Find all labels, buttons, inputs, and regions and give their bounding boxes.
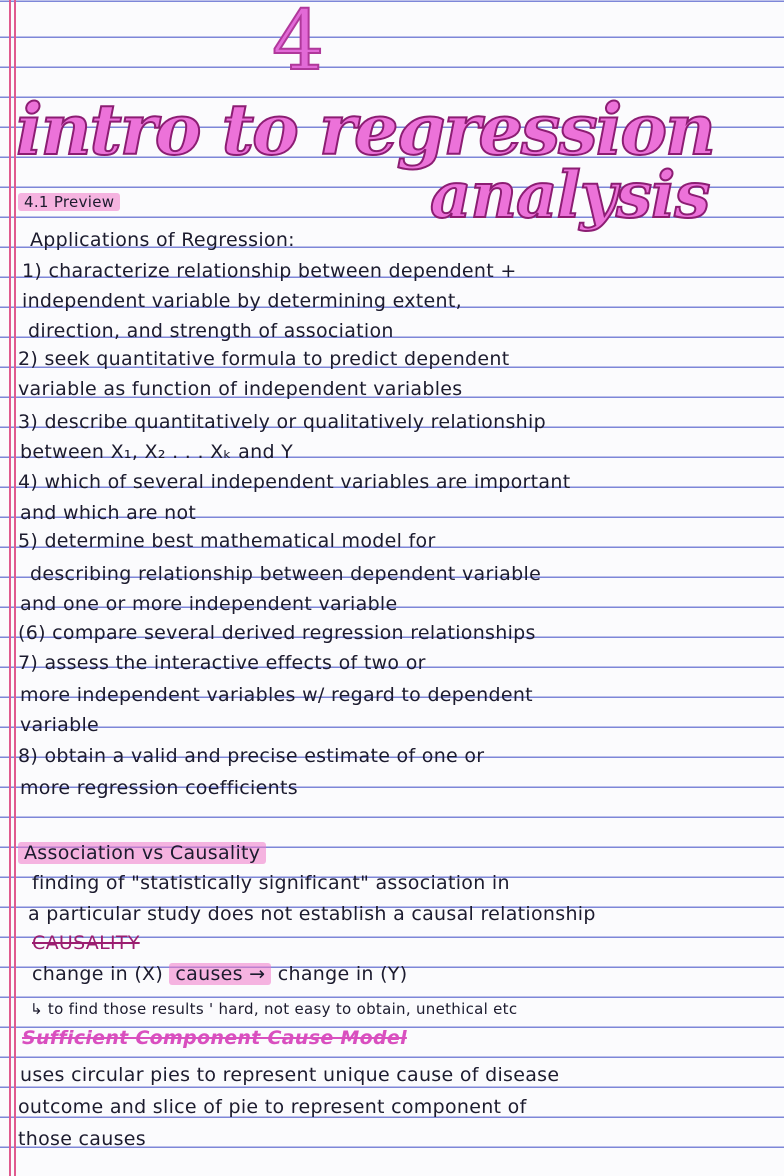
cause-post: change in (Y) [277,963,408,985]
list-line: direction, and strength of association [28,320,394,342]
section-heading-preview: 4.1 Preview [18,193,120,211]
cause-mid: causes → [169,963,271,985]
list-line: (6) compare several derived regression relationships [18,622,536,644]
list-line: 5) determine best mathematical model for [18,530,436,552]
sufficient-cause-line: uses circular pies to represent unique cause of disease [20,1064,560,1086]
margin-line-right [14,0,16,1176]
list-line: 2) seek quantitative formula to predict dependent [18,348,510,370]
section-heading-sufficient-cause: Sufficient Component Cause Model [22,1027,407,1049]
section-heading-association: Association vs Causality [18,842,266,864]
association-line: finding of "statistically significant" association in [32,872,510,894]
list-line: 4) which of several independent variables are important [18,471,571,493]
list-line: more independent variables w/ regard to dependent [20,684,533,706]
struck-word: CAUSALITY [32,932,140,954]
sufficient-cause-line: those causes [18,1128,146,1150]
title-line-1: intro to regression [16,88,714,171]
list-line: variable as function of independent variables [18,378,463,400]
chapter-number: 4 [272,0,325,89]
cause-line [32,963,407,985]
list-line: 1) characterize relationship between dependent + [22,260,517,282]
list-line: 8) obtain a valid and precise estimate of one or [18,745,485,767]
sufficient-cause-line: outcome and slice of pie to represent component of [18,1096,527,1118]
list-line: independent variable by determining extent, [22,290,462,312]
list-line: and one or more independent variable [20,593,398,615]
note-line: ↳ to find those results ' hard, not easy to obtain, unethical etc [30,1000,518,1018]
list-line: 7) assess the interactive effects of two or [18,652,426,674]
list-line: more regression coefficients [20,777,298,799]
list-line: variable [20,714,100,736]
applications-subheading: Applications of Regression: [30,229,295,251]
title-line-2: analysis [430,158,710,233]
list-line: and which are not [20,502,197,524]
list-line: describing relationship between dependent variable [30,563,542,585]
cause-pre: change in (X) [32,963,164,985]
association-line: a particular study does not establish a causal relationship [28,903,596,925]
margin-line-left [9,0,11,1176]
list-line: 3) describe quantitatively or qualitatively relationship [18,411,546,433]
list-line: between X₁, X₂ . . . Xₖ and Y [20,441,294,463]
